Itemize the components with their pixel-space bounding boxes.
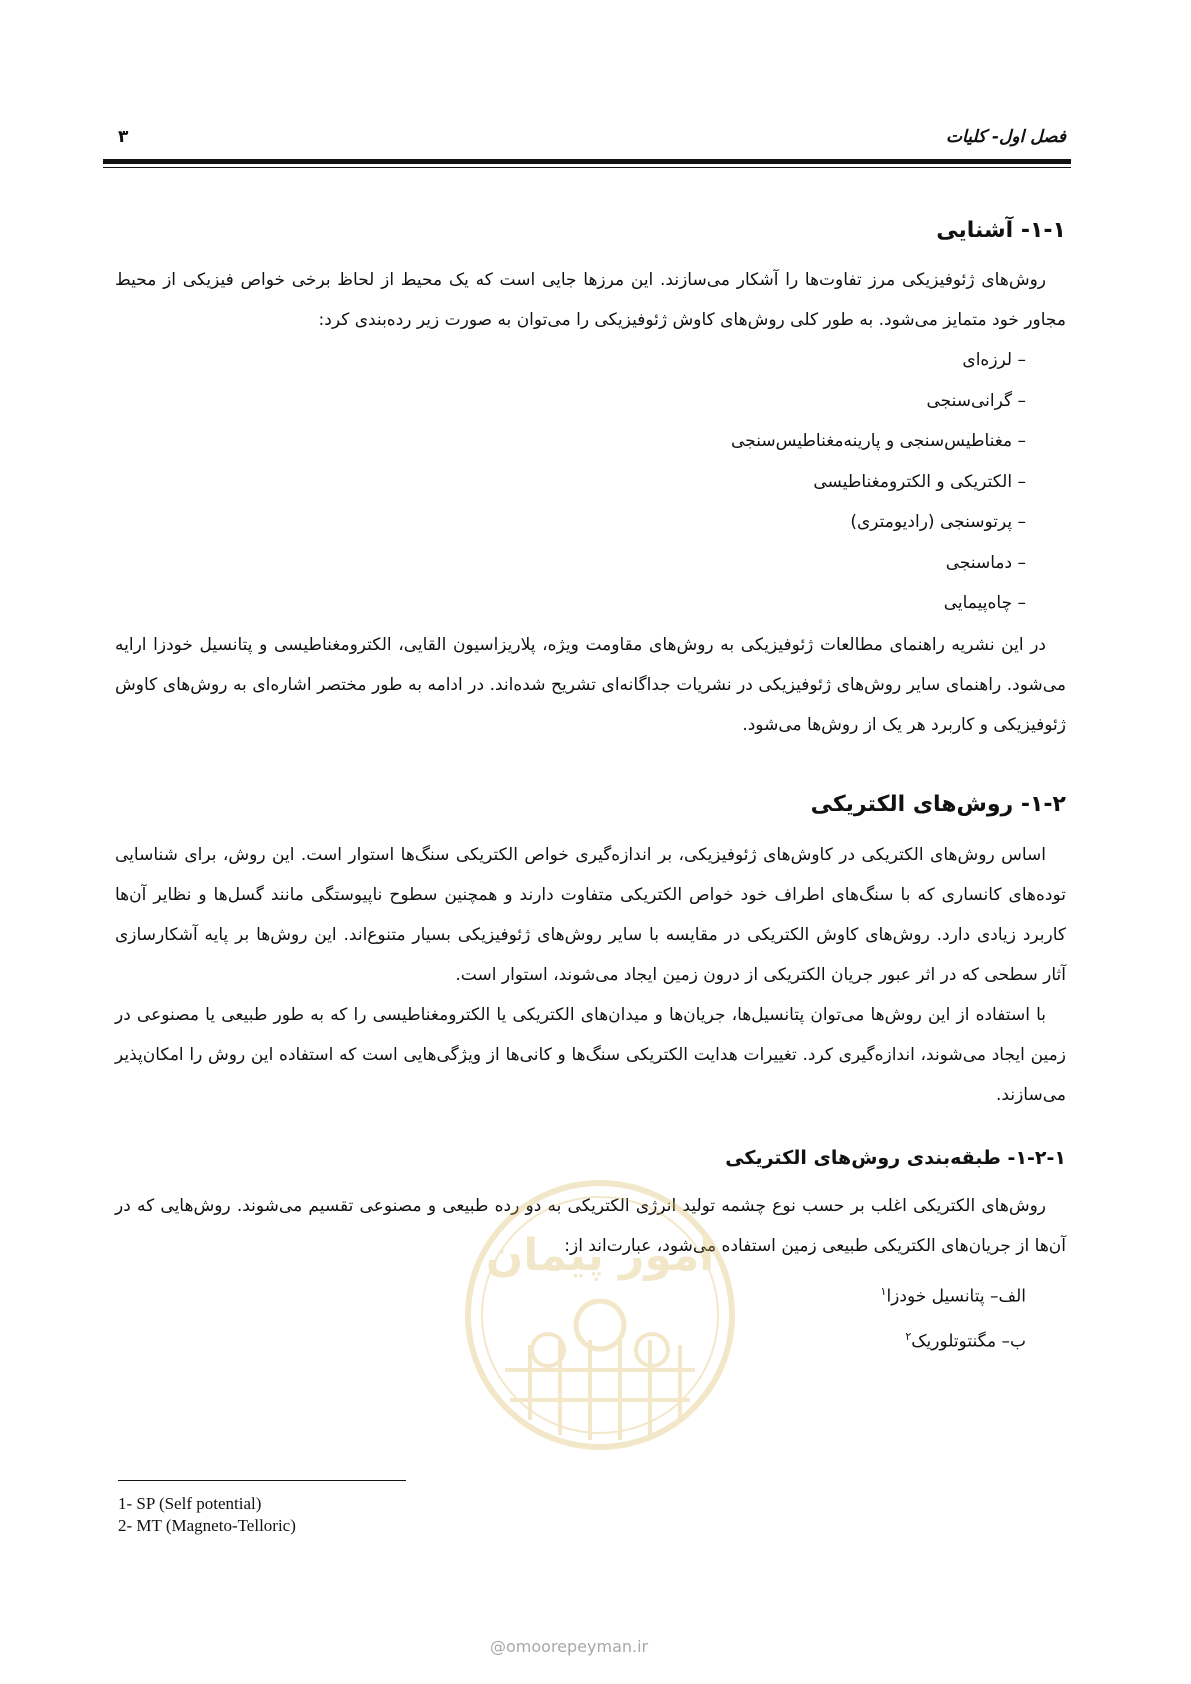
section-heading-1-2: ۱-۲- روش‌های الکتریکی — [810, 792, 1066, 817]
list-item: – پرتوسنجی (رادیومتری) — [850, 512, 1026, 532]
list-item — [881, 1272, 1026, 1317]
footnote: 2- MT (Magneto-Telloric) — [118, 1516, 296, 1535]
paragraph-closing-text: در این نشریه راهنمای مطالعات ژئوفیزیکی به روش‌های مقاومت ویژه، پلاریزاسیون القایی، الکترومغناطیسی و پتانسیل خودزا ارایه می‌شود. راهنمای سایر روش‌های ژئوفیزیکی در نشریات جداگانه‌ای تشریح شده‌اند. در ادامه به طور مختصر اشاره‌ای به روش‌های کاوش ژئوفیزیکی و کاربرد هر یک از روش‌ها می‌شود. — [115, 635, 1066, 735]
page-number: ۳ — [118, 127, 129, 147]
paragraph-intro — [115, 260, 1066, 340]
natural-methods-list — [881, 1272, 1026, 1362]
footnote-ref: ۲ — [905, 1330, 912, 1344]
section-heading-1-2-1: ۱-۲-۱- طبقه‌بندی روش‌های الکتریکی — [725, 1147, 1066, 1169]
watermark-logo — [460, 1175, 740, 1455]
watermark-url: @omoorepeyman.ir — [490, 1637, 649, 1656]
list-item: – الکتریکی و الکترومغناطیسی — [813, 471, 1026, 492]
paragraph-intro-text: روش‌های ژئوفیزیکی مرز تفاوت‌ها را آشکار می‌سازند. این مرزها جایی است که یک محیط از لحاظ برخی خواص فیزیکی از محیط مجاور خود متمایز می‌شود. به طور کلی روش‌های کاوش ژئوفیزیکی را می‌توان به صورت زیر رده‌بندی کرد: — [115, 270, 1066, 330]
list-item: – چاه‌پیمایی — [943, 593, 1026, 613]
list-item: – دماسنجی — [945, 552, 1026, 573]
paragraph-electrical-2-text: با استفاده از این روش‌ها می‌توان پتانسیل‌ها، جریان‌ها و میدان‌های الکتریکی یا الکترومغناطیسی را که به طور طبیعی یا مصنوعی در زمین ایجاد می‌شوند، اندازه‌گیری کرد. تغییرات هدایت الکتریکی سنگ‌ها و کانی‌ها از ویژگی‌هایی است که استفاده این روش را امکان‌پذیر می‌سازند. — [115, 1005, 1066, 1105]
list-item: – لرزه‌ای — [962, 350, 1026, 370]
footnote: 1- SP (Self potential) — [118, 1494, 262, 1513]
paragraph-electrical-1-text: اساس روش‌های الکتریکی در کاوش‌های ژئوفیزیکی، بر اندازه‌گیری خواص الکتریکی سنگ‌ها استوار است. این روش، برای شناسایی توده‌های کانساری که با سنگ‌های اطراف خود خواص الکتریکی متفاوت دارند و همچنین سطوح ناپیوستگی مانند گسل‌ها و نظایر آن‌ها کاربرد زیادی دارد. روش‌های کاوش الکتریکی در مقایسه با سایر روش‌های ژئوفیزیکی بسیار متنوع‌اند. این روش‌ها بر پایه آشکارسازی آثار سطحی که در اثر عبور جریان الکتریکی از درون زمین ایجاد می‌شوند، استوار است. — [115, 845, 1066, 985]
paragraph-closing — [115, 625, 1066, 745]
header-rule — [103, 159, 1071, 164]
paragraph-electrical-2 — [115, 995, 1066, 1115]
watermark-logo-text: امور پیمان — [485, 1230, 715, 1281]
section-heading-1-1: ۱-۱- آشنایی — [936, 218, 1066, 243]
method-list — [731, 340, 1026, 624]
list-item — [881, 1317, 1026, 1362]
footnotes — [118, 1493, 296, 1537]
list-item: – گرانی‌سنجی — [926, 390, 1026, 411]
paragraph-electrical-1 — [115, 835, 1066, 995]
footnote-rule — [118, 1480, 406, 1481]
footnote-ref: ۱ — [880, 1285, 887, 1298]
list-item: – مغناطیس‌سنجی و پارینه‌مغناطیس‌سنجی — [731, 431, 1026, 451]
running-header-title: فصل اول- کلیات — [946, 127, 1066, 147]
paragraph-classification-text: روش‌های الکتریکی اغلب بر حسب نوع چشمه تولید انرژی الکتریکی به دو رده طبیعی و مصنوعی تقسیم می‌شوند. روش‌هایی که در آن‌ها از جریان‌های الکتریکی طبیعی زمین استفاده می‌شود، عبارت‌اند از: — [115, 1196, 1066, 1256]
header-rule-thin — [103, 167, 1071, 168]
list-item-text: ب– مگنتوتلوریک — [911, 1331, 1026, 1352]
list-item-text: الف– پتانسیل خودزا — [886, 1286, 1026, 1307]
